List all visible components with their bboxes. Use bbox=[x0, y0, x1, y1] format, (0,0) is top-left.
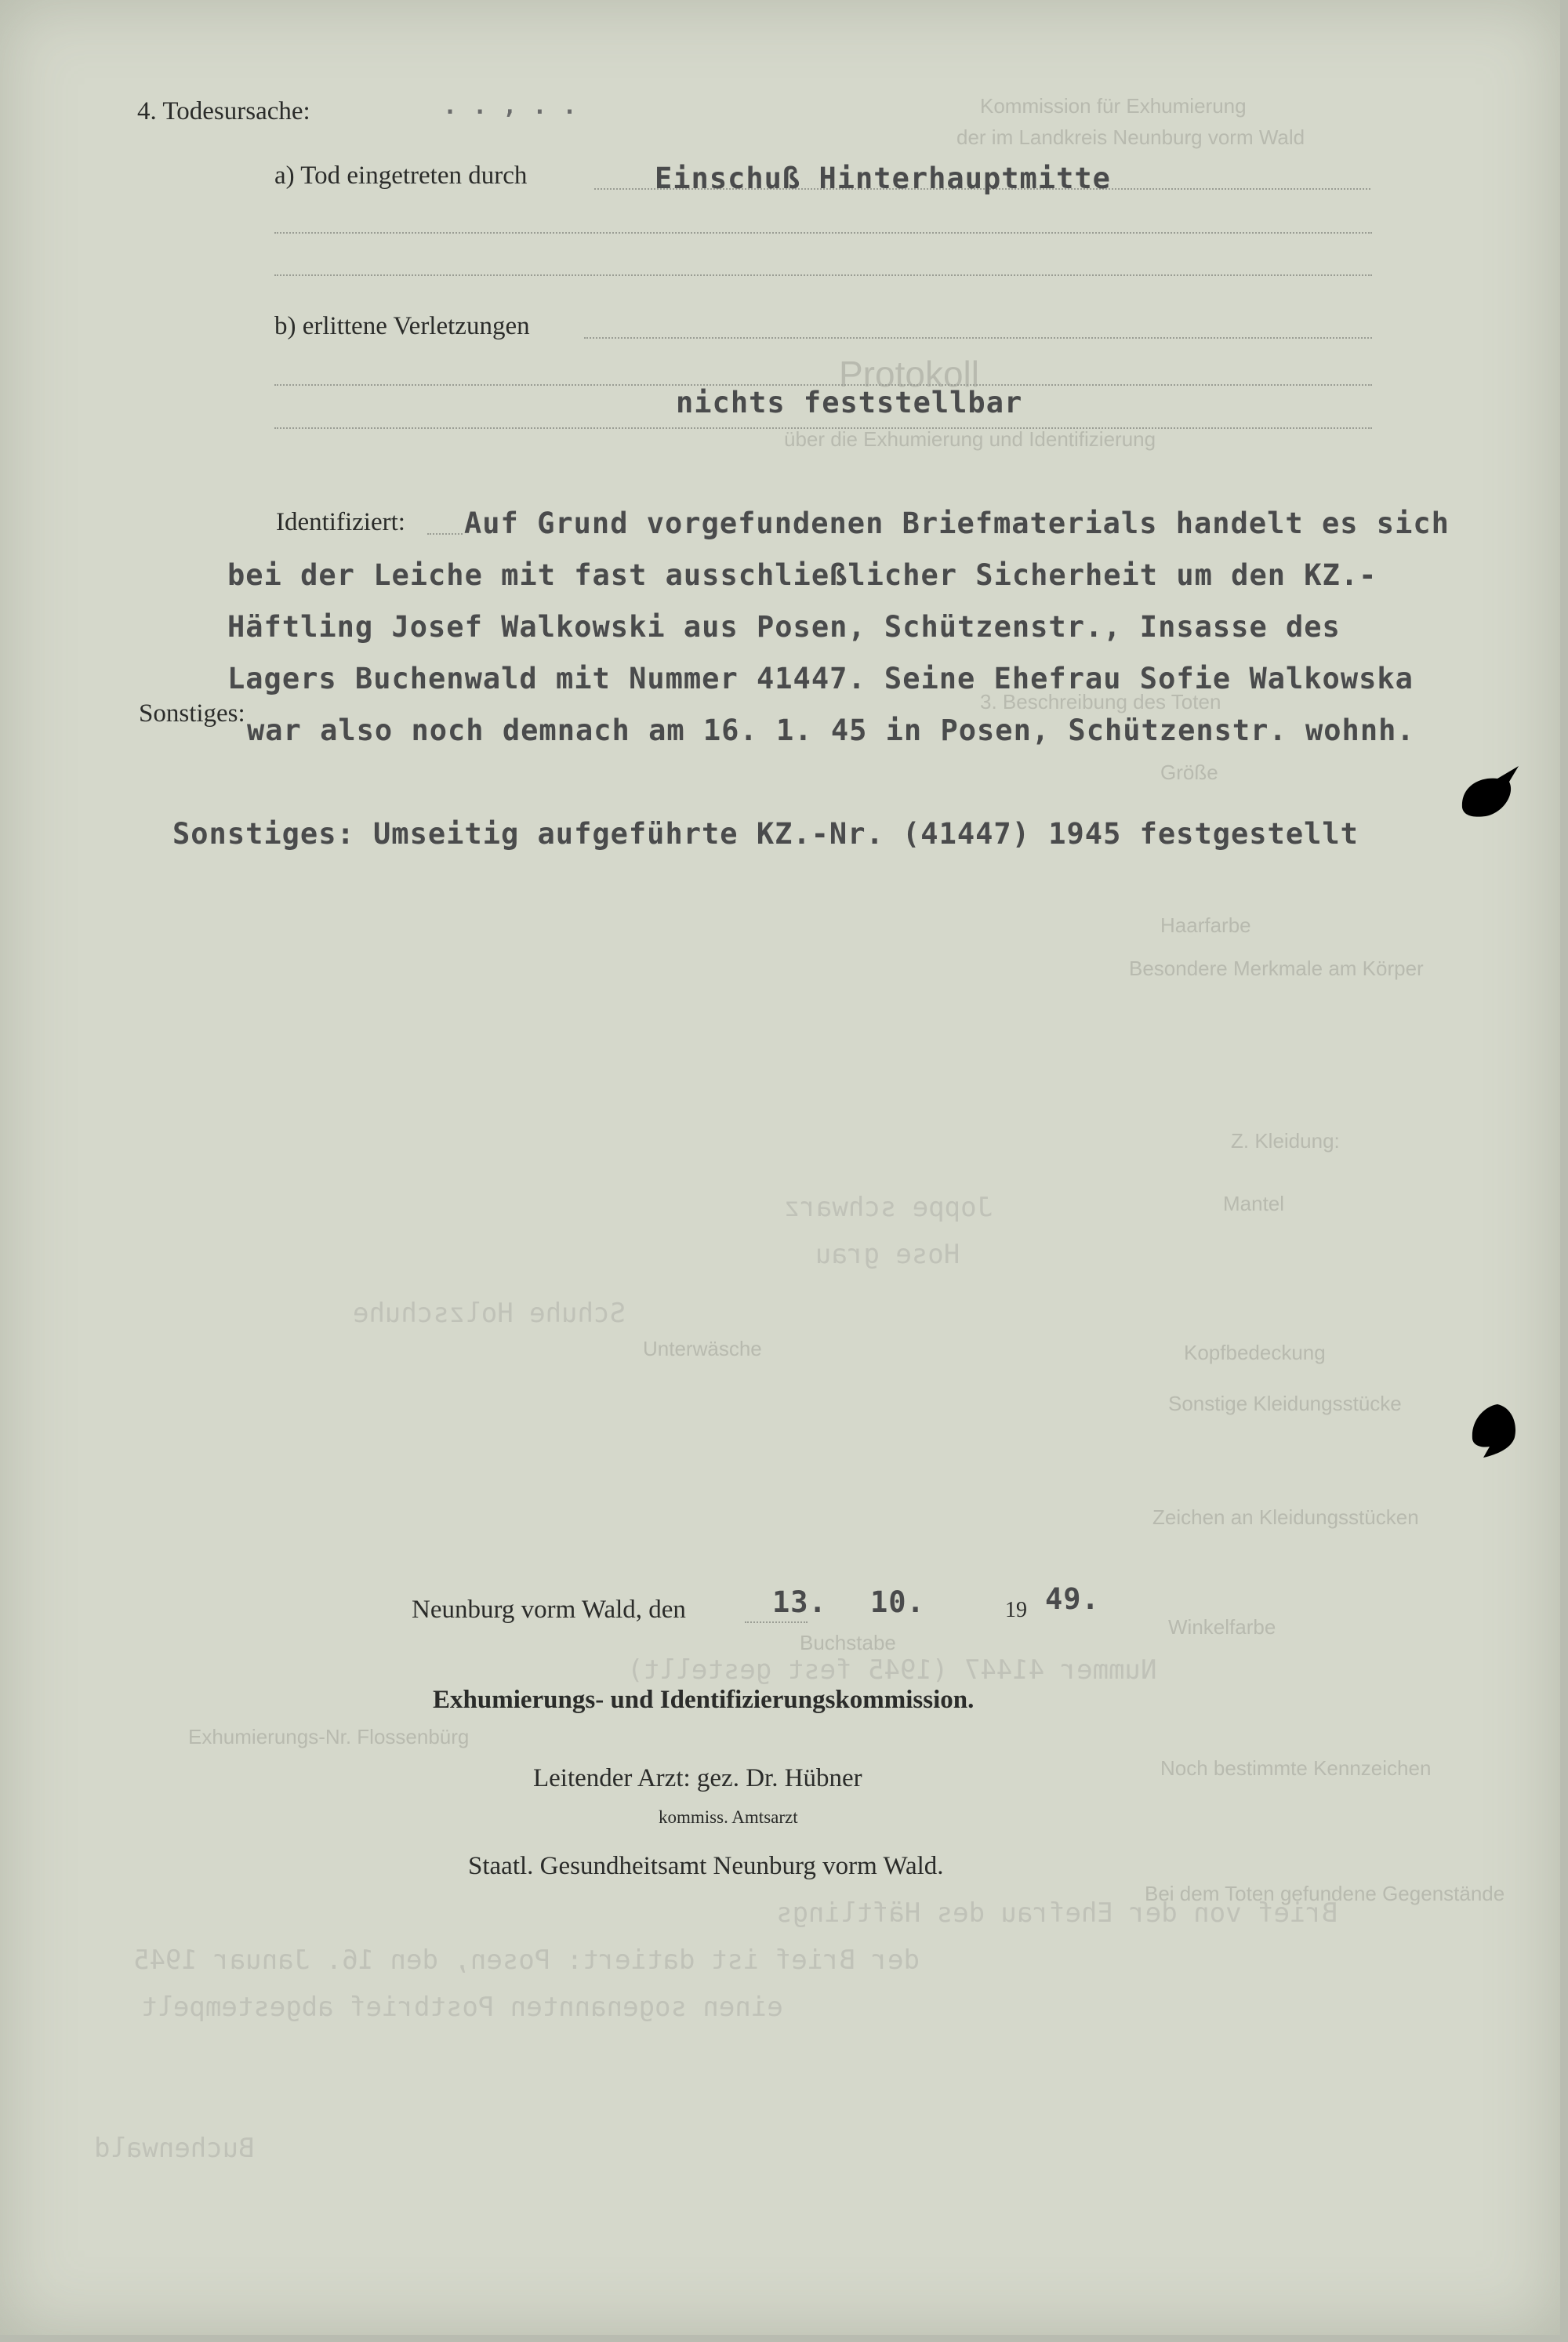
other-value: Sonstiges: Umseitig aufgeführte KZ.-Nr. (41447) 1945 festgestellt bbox=[172, 817, 1359, 851]
identified-line: war also noch demnach am 16. 1. 45 in Posen, Schützenstr. wohnh. bbox=[247, 713, 1415, 747]
lead-doctor: Leitender Arzt: gez. Dr. Hübner bbox=[533, 1764, 862, 1792]
identified-line: bei der Leiche mit fast ausschließlicher Sicherheit um den KZ.- bbox=[227, 558, 1377, 592]
ghost-text: Kommission für Exhumierung bbox=[980, 94, 1247, 118]
date-year: 49. bbox=[1045, 1582, 1100, 1616]
ghost-text: über die Exhumierung und Identifizierung bbox=[784, 427, 1156, 451]
ghost-text: Nummer 41447 (1945 fest gestellt) bbox=[627, 1654, 1157, 1686]
ghost-text: Buchstabe bbox=[800, 1631, 896, 1654]
commission-name: Exhumierungs- und Identifizierungskommission. bbox=[433, 1686, 975, 1714]
ghost-text: der Brief ist datiert: Posen, den 16. Januar 1945 bbox=[133, 1944, 920, 1976]
ghost-text: Zeichen an Kleidungsstücken bbox=[1152, 1505, 1419, 1529]
ghost-text: der im Landkreis Neunburg vorm Wald bbox=[956, 125, 1305, 149]
ghost-text: Noch bestimmte Kennzeichen bbox=[1160, 1756, 1432, 1780]
ghost-text: Sonstige Kleidungsstücke bbox=[1168, 1392, 1402, 1415]
ghost-text: Joppe schwarz bbox=[784, 1192, 993, 1223]
ghost-text: einen sogenannten Postbrief abgestempelt bbox=[141, 1992, 783, 2023]
typed-dots: . . , . . bbox=[443, 93, 578, 120]
place-date-prefix: Neunburg vorm Wald, den bbox=[412, 1596, 686, 1624]
ghost-text: Schuhe Holzschuhe bbox=[353, 1298, 626, 1329]
identified-line: Auf Grund vorgefundenen Briefmaterials handelt es sich bbox=[464, 507, 1450, 540]
fill-line bbox=[584, 337, 1372, 339]
identified-label: Identifiziert: bbox=[276, 508, 405, 536]
date-month: 10. bbox=[870, 1585, 925, 1619]
ghost-text: Exhumierungs-Nr. Flossenbürg bbox=[188, 1725, 470, 1748]
cause-of-death-heading: 4. Todesursache: bbox=[137, 97, 310, 125]
ghost-text: Besondere Merkmale am Körper bbox=[1129, 957, 1424, 980]
date-century: 19 bbox=[1005, 1598, 1027, 1622]
ghost-text: Protokoll bbox=[839, 354, 979, 394]
ghost-text: Größe bbox=[1160, 761, 1218, 784]
ghost-text: Unterwäsche bbox=[643, 1337, 762, 1360]
ghost-text: Haarfarbe bbox=[1160, 913, 1251, 937]
ghost-text: Hose grau bbox=[815, 1239, 960, 1270]
injuries-label: b) erlittene Verletzungen bbox=[274, 312, 530, 340]
ghost-text: Z. Kleidung: bbox=[1231, 1129, 1340, 1153]
ghost-text: Mantel bbox=[1223, 1192, 1285, 1215]
ghost-text: Kopfbedeckung bbox=[1184, 1341, 1326, 1364]
punch-hole-icon bbox=[1466, 1400, 1521, 1462]
fill-line bbox=[274, 232, 1372, 234]
fill-line bbox=[274, 274, 1372, 276]
ghost-text: Brief von der Ehefrau des Häftlings bbox=[776, 1897, 1338, 1929]
fill-line bbox=[274, 427, 1372, 429]
identified-line: Lagers Buchenwald mit Nummer 41447. Seine Ehefrau Sofie Walkowska bbox=[227, 662, 1414, 695]
date-day: 13. bbox=[772, 1585, 827, 1619]
fill-line bbox=[427, 533, 463, 535]
health-office: Staatl. Gesundheitsamt Neunburg vorm Wald. bbox=[468, 1852, 944, 1880]
other-label: Sonstiges: bbox=[139, 699, 245, 728]
ghost-text: 3. Beschreibung des Toten bbox=[980, 690, 1221, 713]
punch-hole-icon bbox=[1454, 764, 1525, 827]
identified-line: Häftling Josef Walkowski aus Posen, Schützenstr., Insasse des bbox=[227, 610, 1341, 644]
ghost-text: Bei dem Toten gefundene Gegenstände bbox=[1145, 1882, 1505, 1905]
death-by-value: Einschuß Hinterhauptmitte bbox=[655, 162, 1111, 195]
death-by-label: a) Tod eingetreten durch bbox=[274, 162, 528, 190]
injuries-value: nichts feststellbar bbox=[676, 386, 1023, 419]
fill-line bbox=[745, 1621, 808, 1623]
ghost-text: Winkelfarbe bbox=[1168, 1615, 1276, 1639]
doctor-title: kommiss. Amtsarzt bbox=[659, 1807, 798, 1827]
ghost-text: Buchenwald bbox=[94, 2133, 255, 2164]
